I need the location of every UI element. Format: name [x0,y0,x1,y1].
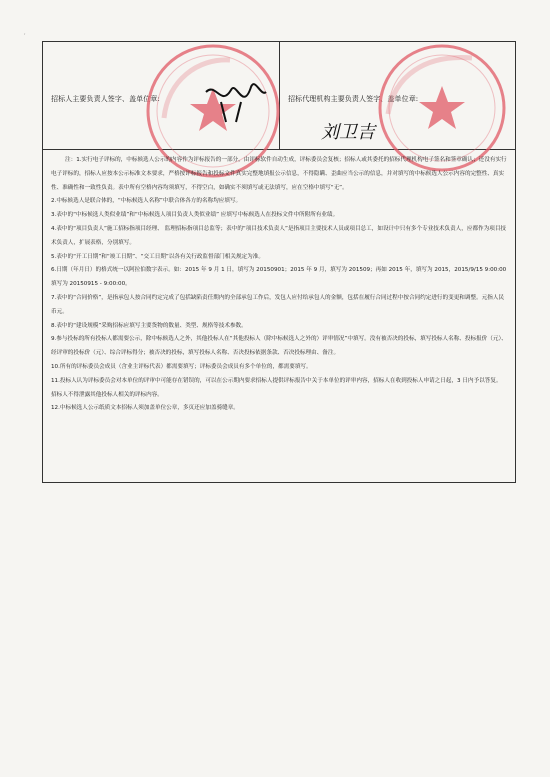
note-1: 注：1.实行电子评标的，中标候选人公示的内容作为评标报告的一部分，由评标软件自动生成，评标委员会复核；招标人或其委托的招标代理机构电子签名和签章确认；还没有实行电子评标的，招标人应按本公示标准文本要求，严格按评标报告和投标文件真实完整地填报公示信息，不得隐瞒、歪曲应当公示的信息，并对填写的中标候选人公示内容的完整性、真实性、准确性和一致性负责。表中所有空格内容均须填写，不得空白，如确实不须填写或无法填写，应在空格中填写“无”。 [51,157,507,191]
note-5: 5.表中的“开工日期”和“竣工日期”、“交工日期”以各有关行政监督部门相关规定为准。 [51,253,264,260]
note-9: 9.参与投标的所有投标人都需要公示，除中标候选人之外，其他投标人在“其他投标人（除中标候选人之外的）评审情况”中填写。没有被否决的投标，填写投标人名称、投标报价（元）、经评审的投标价（元）、综合评标得分；被否决的投标，填写投标人名称、否决投标依据条款、否决投标理由、备注。 [51,336,507,357]
notes-section [51,154,507,416]
note-11: 11.投标人认为评标委员会对本单位的评审中可能存在错误的，可以在公示期内要求招标人提供评标报告中关于本单位的评审内容，招标人在收到投标人申请之日起，3 日内予以答复。招标人不得泄露其他投标人相关的评标内容。 [51,377,502,398]
agency-signature-label: 招标代理机构主要负责人签字、盖单位章: [288,95,419,103]
note-10: 10.所有的评标委员会成员（含业主评标代表）都需要填写；评标委员会成员有多个单位的，都需要填写。 [51,363,312,370]
signature-notes-table [42,41,516,483]
tenderer-signature [201,72,271,127]
note-4: 4.表中的“项目负责人”施工招标指项目经理、 监理招标指项目总监等；表中的“项目技术负责人”是指项目主要技术人员或项目总工，如设计中只有多个专业技术负责人，应都作为项目技术负责人，扩展表格，分别填写。 [51,225,507,246]
note-6: 6.日期（年月日）的格式统一以阿拉伯数字表示。如：2015 年 9 月 1 日，填写为 20150901；2015 年 9 月，填写为 201509；再如 2015 年，填写为 2015，2015/9/15 9:00:00 填写为 20150915 - 9:00:00。 [51,267,507,288]
note-8: 8.表中的“建设规模”采购招标应填写主要货物的数量、类型、规格等技术参数。 [51,322,247,329]
corner-mark: ′ [24,33,26,40]
note-2: 2.中标候选人是联合体的，“中标候选人名称”中联合体各方的名称均应填写。 [51,198,242,205]
note-12: 12.中标候选人公示纸质文本招标人须加盖单位公章，多页还应加盖骑缝章。 [51,405,239,412]
tenderer-signature-label: 招标人主要负责人签字、盖单位章: [51,95,160,103]
agency-signature: 刘卫吉 [321,122,375,143]
note-7: 7.表中的“合同价格”，是指承包人按合同约定完成了包括缺陷责任期内的全部承包工作后，发包人应付给承包人的金额，包括在履行合同过程中按合同约定进行的变更和调整。元指人民币元。 [51,294,505,315]
signature-row [43,42,515,150]
table-divider [279,42,280,149]
note-3: 3.表中的“中标候选人类似业绩”和“中标候选人项目负责人类似业绩” 应填写中标候选人在投标文件中所附所有业绩。 [51,212,339,219]
